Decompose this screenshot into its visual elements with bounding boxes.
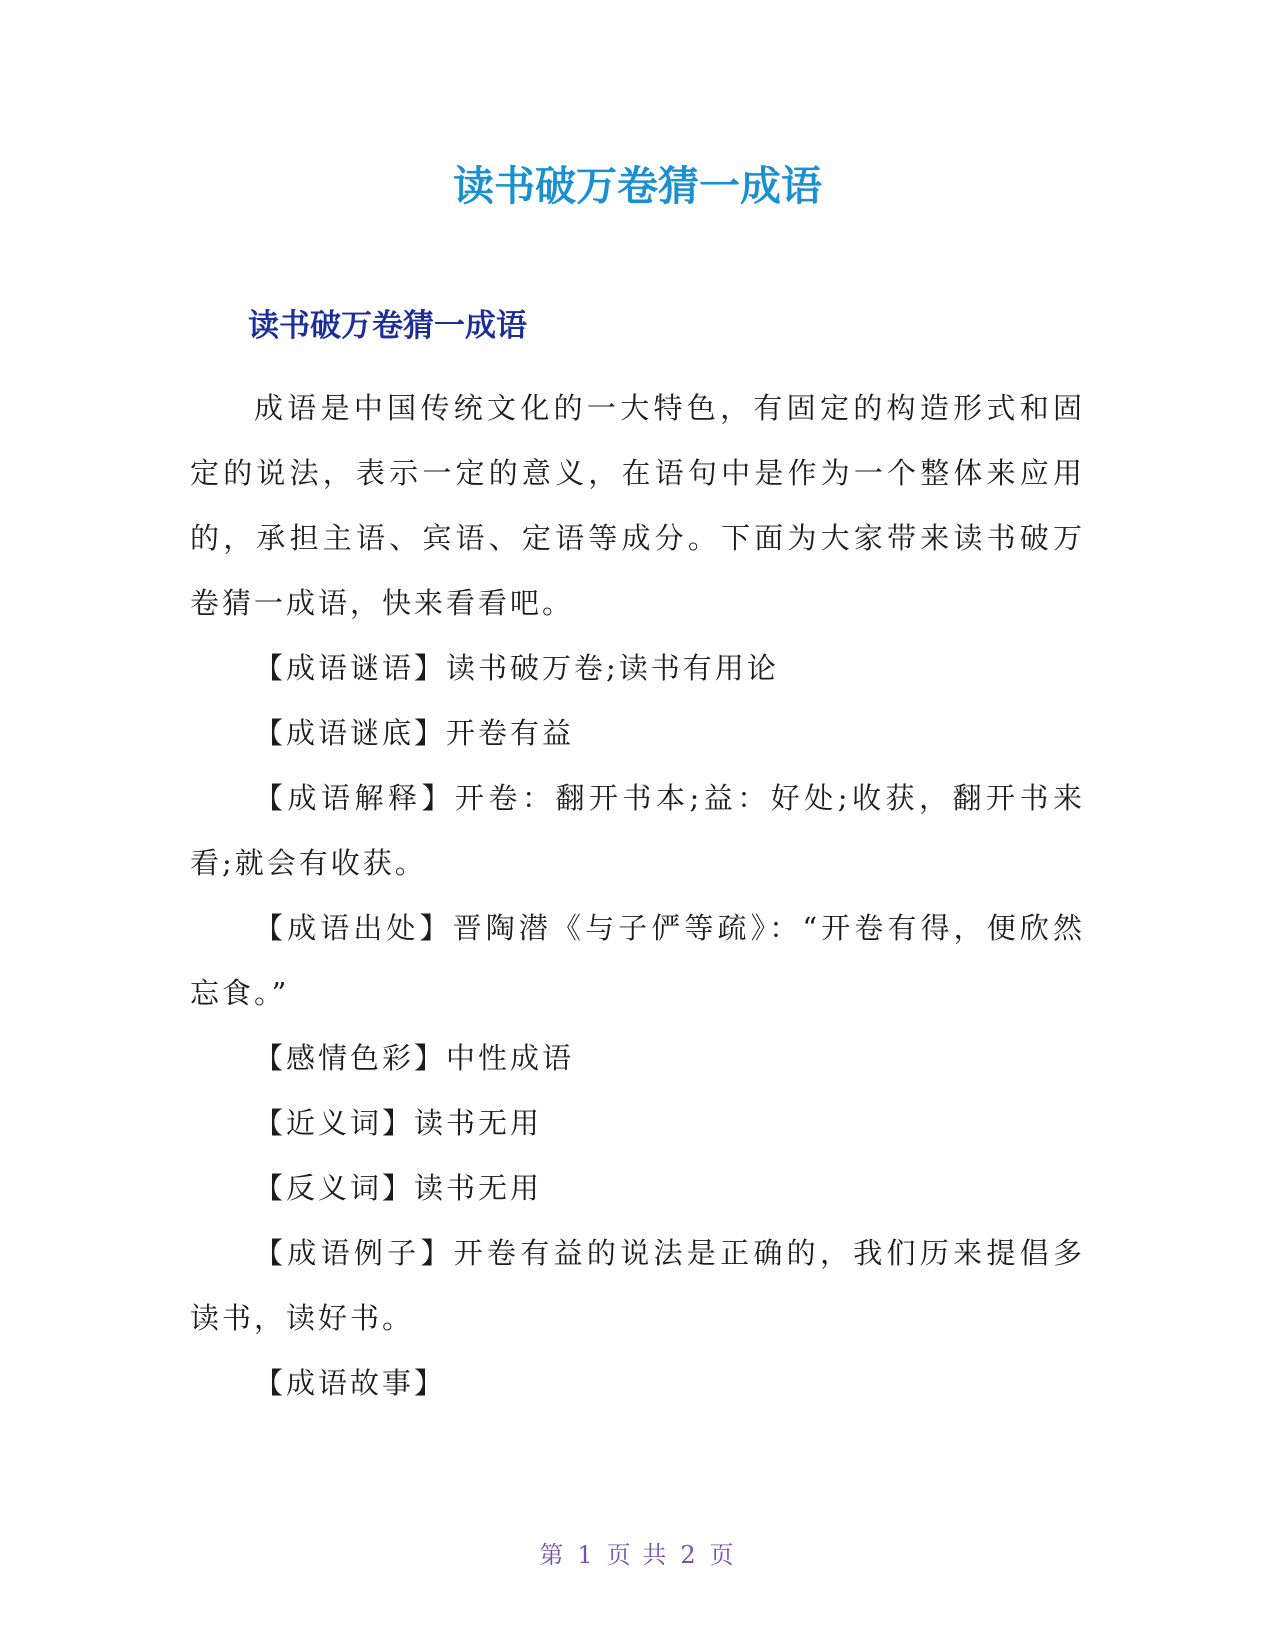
explanation-paragraph: 【成语解释】开卷：翻开书本;益：好处;收获，翻开书来看;就会有收获。: [190, 781, 1085, 880]
document-body: [190, 376, 1085, 1416]
intro-paragraph: 成语是中国传统文化的一大特色，有固定的构造形式和固定的说法，表示一定的意义，在语句中是作为一个整体来应用的，承担主语、宾语、定语等成分。下面为大家带来读书破万卷猜一成语，快来看看吧。: [190, 391, 1085, 620]
page-footer: [0, 1540, 1275, 1570]
footer-middle: 页 共: [606, 1541, 669, 1569]
story-paragraph: 【成语故事】: [254, 1366, 447, 1400]
footer-total-pages: 2: [680, 1541, 698, 1569]
antonym-paragraph: 【反义词】读书无用: [254, 1171, 543, 1205]
answer-paragraph: 【成语谜底】开卷有益: [254, 716, 575, 750]
section-heading: 读书破万卷猜一成语: [248, 308, 527, 344]
footer-prefix: 第: [539, 1541, 566, 1569]
footer-page-number: 1: [577, 1541, 595, 1569]
example-paragraph: 【成语例子】开卷有益的说法是正确的，我们历来提倡多读书，读好书。: [190, 1236, 1085, 1335]
synonym-paragraph: 【近义词】读书无用: [254, 1106, 543, 1140]
sentiment-paragraph: 【感情色彩】中性成语: [254, 1041, 575, 1075]
source-paragraph: 【成语出处】晋陶潜《与子俨等疏》：“开卷有得，便欣然忘食。”: [190, 911, 1085, 1010]
page-title: 读书破万卷猜一成语: [453, 162, 822, 210]
footer-suffix: 页: [709, 1541, 736, 1569]
riddle-paragraph: 【成语谜语】读书破万卷;读书有用论: [254, 651, 779, 685]
